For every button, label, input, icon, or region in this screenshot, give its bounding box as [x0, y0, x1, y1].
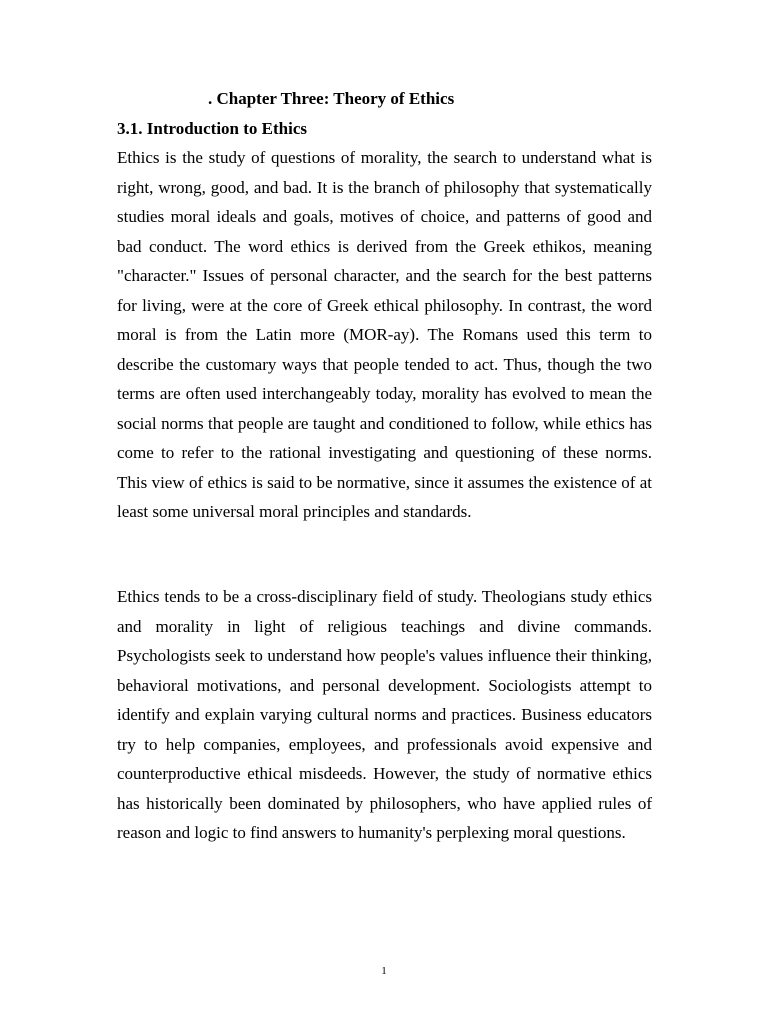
chapter-title: . Chapter Three: Theory of Ethics [208, 89, 455, 108]
page-number: 1 [381, 965, 387, 977]
section-heading: 3.1. Introduction to Ethics [117, 119, 308, 138]
body-paragraph-2: Ethics tends to be a cross-disciplinary field of study. Theologians study ethics and morality in light of religious teachings and divine commands. Psychologists seek to understand how people's values influence their thinking, behavioral motivations, and personal development. Sociologists attempt to identify and explain varying cultural norms and practices. Business educators try to help companies, employees, and professionals avoid expensive and counterproductive ethical misdeeds. However, the study of normative ethics has historically been dominated by philosophers, who have applied rules of reason and logic to find answers to humanity's perplexing moral questions. [117, 587, 652, 842]
body-paragraph-1: Ethics is the study of questions of morality, the search to understand what is right, wrong, good, and bad. It is the branch of philosophy that systematically studies moral ideals and goals, motives of choice, and patterns of good and bad conduct. The word ethics is derived from the Greek ethikos, meaning "character." Issues of personal character, and the search for the best patterns for living, were at the core of Greek ethical philosophy. In contrast, the word moral is from the Latin more (MOR-ay). The Romans used this term to describe the customary ways that people tended to act. Thus, though the two terms are often used interchangeably today, morality has evolved to mean the social norms that people are taught and conditioned to follow, while ethics has come to refer to the rational investigating and questioning of these norms. This view of ethics is said to be normative, since it assumes the existence of at least some universal moral principles and standards. [117, 148, 652, 521]
